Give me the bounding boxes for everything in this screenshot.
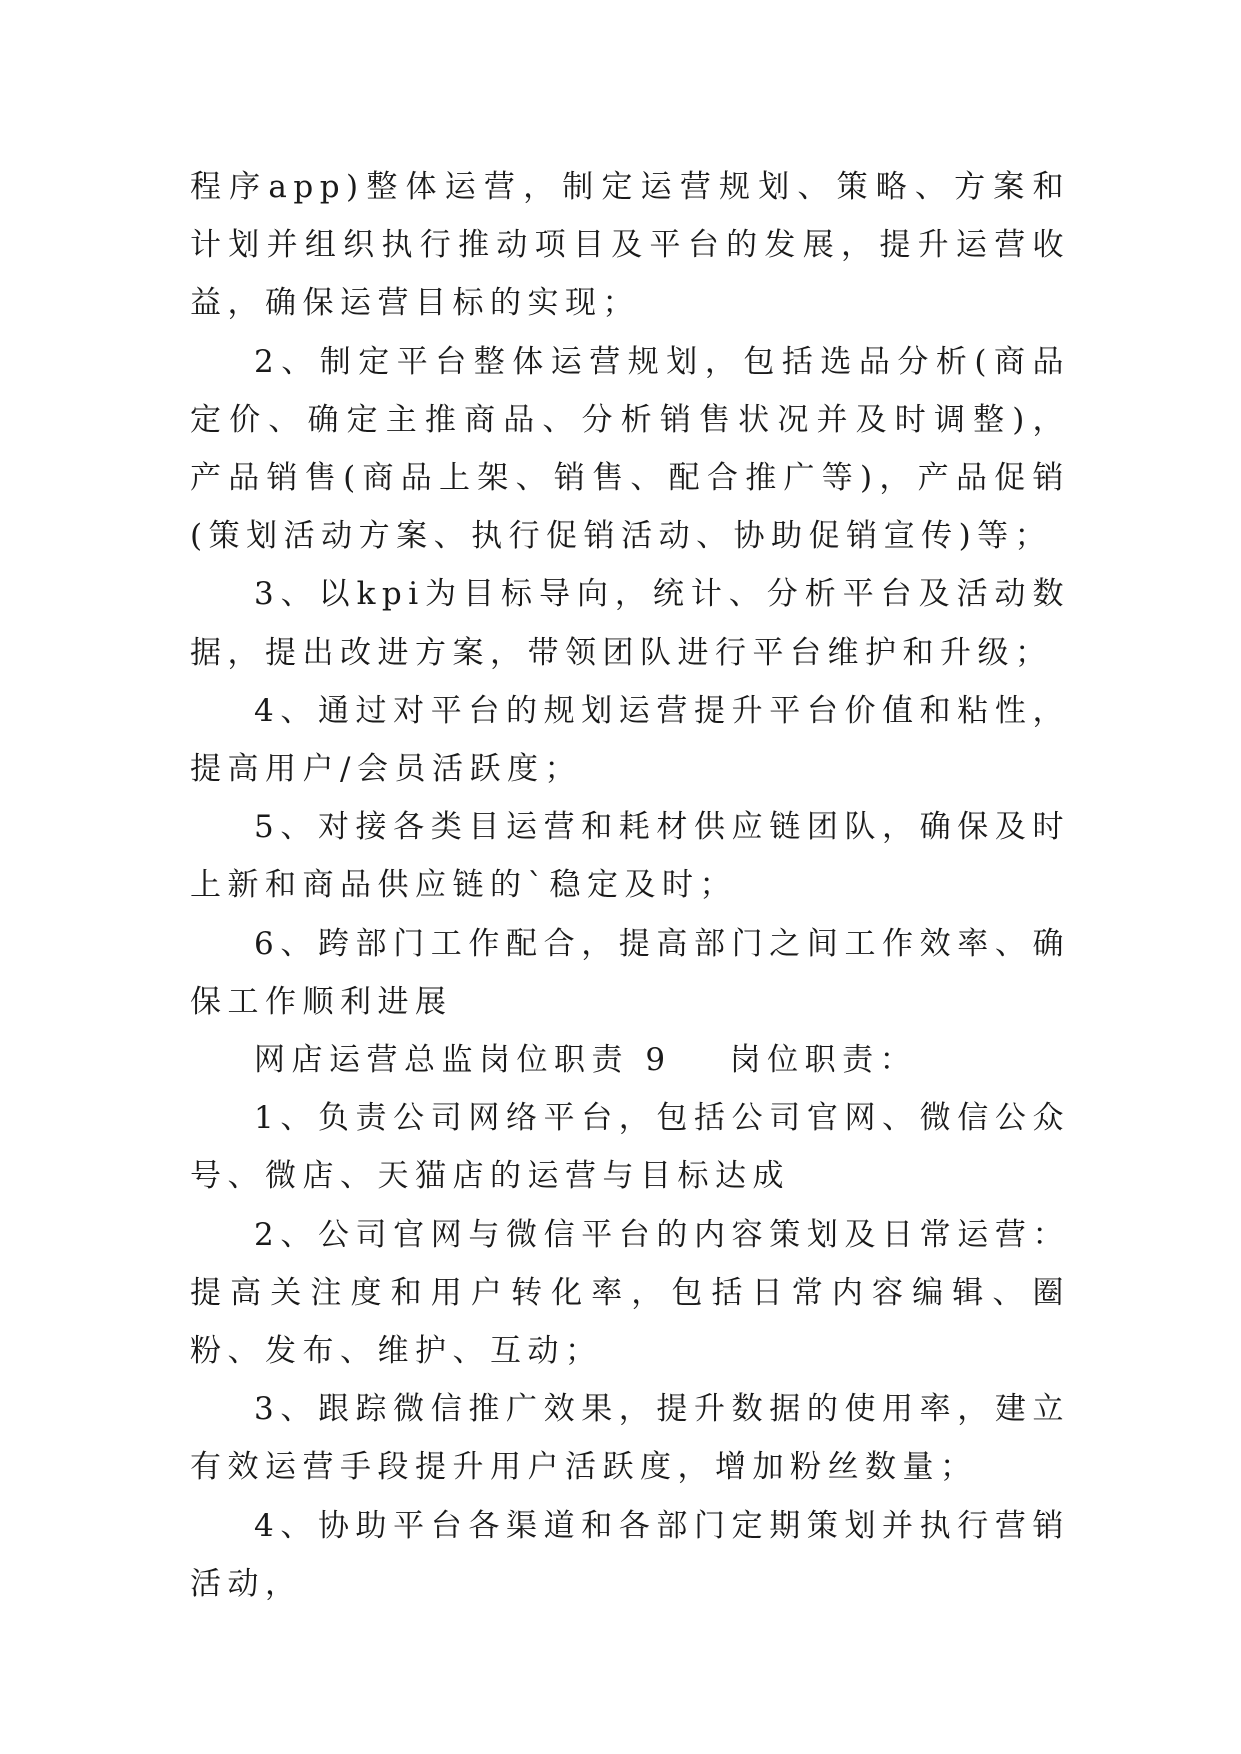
document-body bbox=[190, 158, 1070, 1613]
paragraph-9: 3、跟踪微信推广效果，提升数据的使用率，建立有效运营手段提升用户活跃度，增加粉丝数量； bbox=[190, 1391, 1070, 1486]
paragraph-7: 1、负责公司网络平台，包括公司官网、微信公众号、微店、天猫店的运营与目标达成 bbox=[190, 1100, 1070, 1195]
paragraph-1: 程序app)整体运营，制定运营规划、策略、方案和计划并组织执行推动项目及平台的发展，提升运营收益，确保运营目标的实现； bbox=[190, 169, 1070, 322]
section-heading-subtitle: 岗位职责： bbox=[729, 1042, 918, 1079]
paragraph-10: 4、协助平台各渠道和各部门定期策划并执行营销活动， bbox=[190, 1507, 1070, 1602]
section-heading-title: 网店运营总监岗位职责 9 bbox=[254, 1042, 672, 1079]
paragraph-3: 3、以kpi为目标导向，统计、分析平台及活动数据，提出改进方案，带领团队进行平台维护和升级； bbox=[190, 576, 1070, 671]
paragraph-4: 4、通过对平台的规划运营提升平台价值和粘性，提高用户/会员活跃度； bbox=[190, 692, 1070, 788]
paragraph-6: 6、跨部门工作配合，提高部门之间工作效率、确保工作顺利进展 bbox=[190, 925, 1070, 1020]
paragraph-8: 2、公司官网与微信平台的内容策划及日常运营：提高关注度和用户转化率，包括日常内容编辑、圈粉、发布、维护、互动； bbox=[190, 1216, 1070, 1370]
section-heading bbox=[190, 1031, 1070, 1089]
paragraph-2: 2、制定平台整体运营规划，包括选品分析(商品定价、确定主推商品、分析销售状况并及时调整)，产品销售(商品上架、销售、配合推广等)，产品促销(策划活动方案、执行促销活动、协助促销宣传)等； bbox=[190, 343, 1070, 555]
paragraph-5: 5、对接各类目运营和耗材供应链团队，确保及时上新和商品供应链的`稳定及时； bbox=[190, 809, 1070, 904]
